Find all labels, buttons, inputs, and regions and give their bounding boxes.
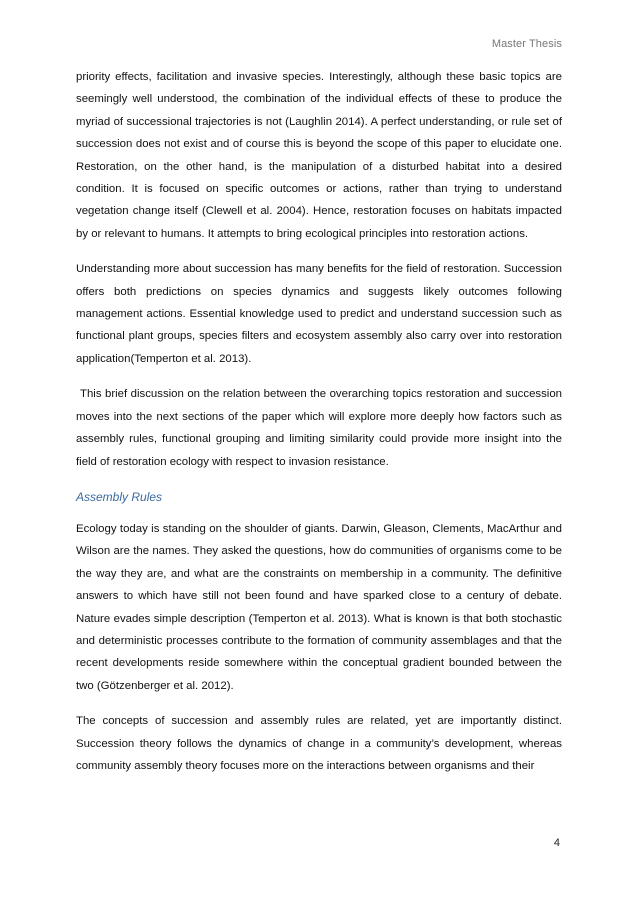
body-paragraph: Understanding more about succession has many benefits for the field of restoration. Succession offers both predictions on species dynamics and suggests likely outcomes following management actions. Essential knowledge used to predict and understand succession such as functional plant groups, species filters and ecosystem assembly also carry over into restoration application(Temperton et al. 2013). — [76, 263, 562, 365]
body-paragraph: priority effects, facilitation and invasive species. Interestingly, although these basic topics are seemingly well understood, the combination of the individual effects of these to produce the myriad of successional trajectories is not (Laughlin 2014). A perfect understanding, or rule set of succession does not exist and of course this is beyond the scope of this paper to elucidate one. Restoration, on the other hand, is the manipulation of a disturbed habitat into a desired condition. It is focused on specific outcomes or actions, rather than trying to understand vegetation change itself (Clewell et al. 2004). Hence, restoration focuses on habitats impacted by or relevant to humans. It attempts to bring ecological principles into restoration actions. — [76, 71, 562, 240]
running-header: Master Thesis — [491, 38, 562, 50]
body-paragraph: This brief discussion on the relation between the overarching topics restoration and succession moves into the next sections of the paper which will explore more deeply how factors such as assembly rules, functional grouping and limiting similarity could provide more insight into the field of restoration ecology with respect to invasion resistance. — [76, 388, 562, 468]
body-paragraph: The concepts of succession and assembly rules are related, yet are importantly distinct. Succession theory follows the dynamics of change in a community’s development, whereas community assembly theory focuses more on the interactions between organisms and their — [76, 715, 562, 772]
section-heading: Assembly Rules — [76, 489, 163, 504]
body-paragraph: Ecology today is standing on the shoulder of giants. Darwin, Gleason, Clements, MacArthur and Wilson are the names. They asked the questions, how do communities of organisms come to be the way they are, and what are the constraints on membership in a community. The definitive answers to which have still not been found and have sparked close to a century of debate. Nature evades simple description (Temperton et al. 2013). What is known is that both stochastic and deterministic processes contribute to the formation of community assemblages and that the recent developments reside somewhere within the conceptual gradient bounded between the two (Götzenberger et al. 2012). — [76, 522, 562, 692]
page-number: 4 — [553, 837, 560, 849]
page-body — [76, 66, 562, 790]
